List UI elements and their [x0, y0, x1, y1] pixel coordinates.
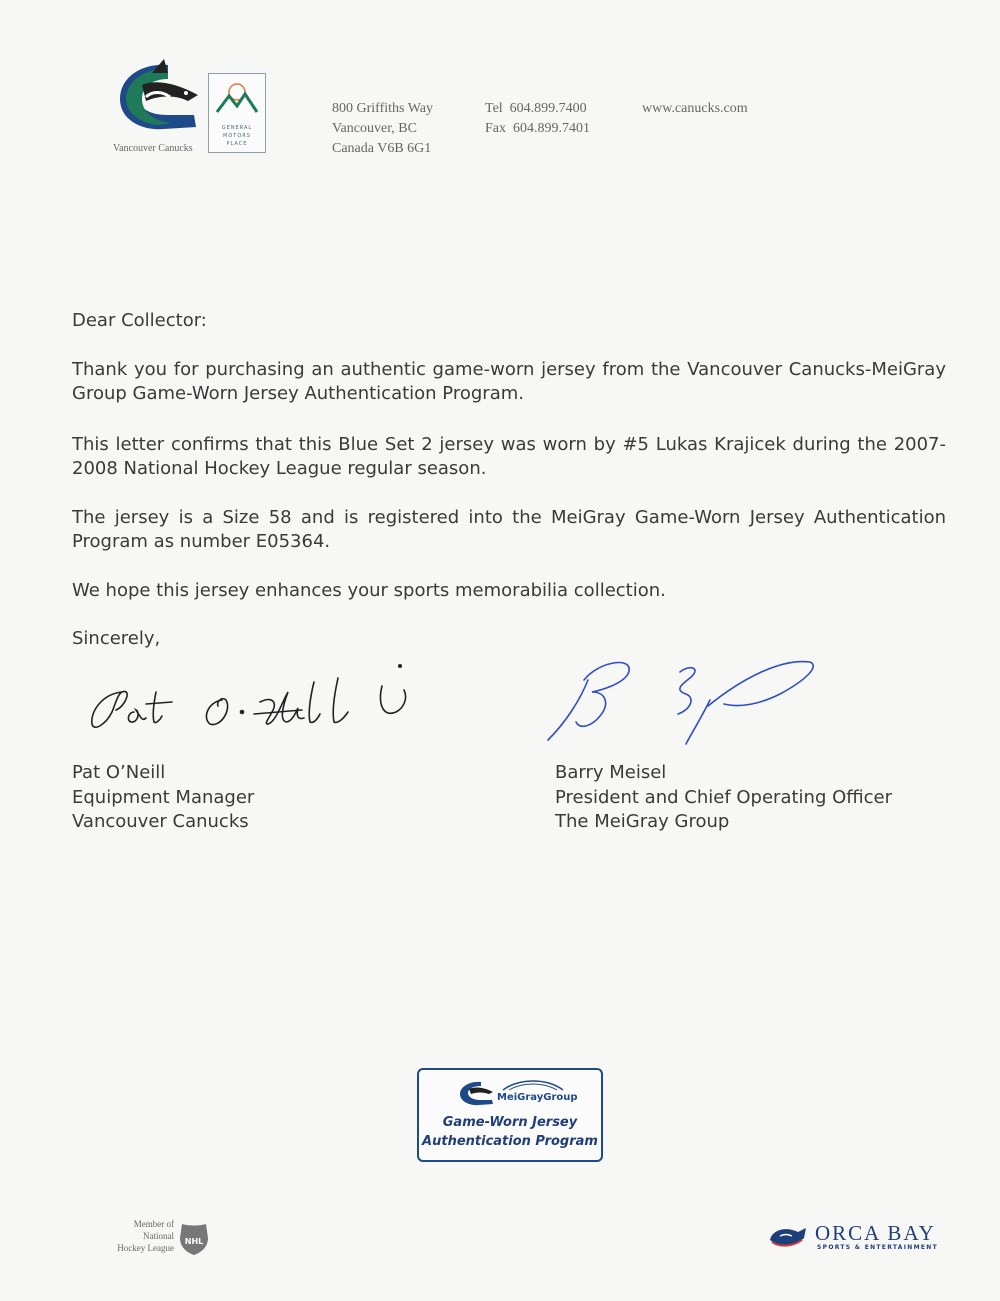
nhl-member-text [90, 1218, 174, 1254]
arena-logo [208, 73, 266, 153]
signature-barry-meisel [540, 650, 830, 750]
tel-line: Tel 604.899.7400 [485, 101, 587, 116]
orca-bay-name: ORCA BAY [815, 1221, 936, 1245]
arena-arc-icon [501, 1078, 565, 1092]
nhl-text-line: Hockey League [117, 1243, 174, 1253]
arena-logo-line: PLACE [226, 141, 248, 147]
authentication-badge [417, 1068, 603, 1162]
signature-pat-oneill [82, 662, 417, 744]
team-caption: Vancouver Canucks [113, 143, 193, 154]
orca-whale-icon [766, 1222, 808, 1252]
address-line: Vancouver, BC [332, 121, 417, 136]
nhl-text-line: Member of [133, 1219, 174, 1229]
signer-title: Equipment Manager [72, 786, 255, 808]
mountain-icon [209, 74, 264, 122]
badge-line-1: Game-Worn Jersey [442, 1115, 578, 1130]
canucks-mini-logo-icon [457, 1078, 497, 1108]
fax-line: Fax 604.899.7401 [485, 121, 590, 136]
signer-org: Vancouver Canucks [72, 811, 249, 832]
paragraph: This letter confirms that this Blue Set 2 jersey was worn by #5 Lukas Krajicek during the 2007-2008 National Hockey League regular season. [72, 434, 946, 479]
signer-org: The MeiGray Group [555, 811, 730, 832]
arena-logo-line: MOTORS [223, 133, 251, 139]
badge-brand: MeiGrayGroup [497, 1092, 578, 1103]
salutation: Dear Collector: [72, 310, 207, 331]
paragraph: We hope this jersey enhances your sports memorabilia collection. [72, 580, 666, 601]
arena-logo-line: GENERAL [221, 125, 253, 131]
orca-bay-subtitle: SPORTS & ENTERTAINMENT [817, 1244, 938, 1251]
phone-block [485, 99, 590, 139]
signer-block-meisel [555, 761, 892, 835]
nhl-text-line: National [143, 1231, 174, 1241]
signer-title: President and Chief Operating Officer [555, 786, 893, 808]
nhl-shield-text: NHL [184, 1237, 204, 1246]
closing: Sincerely, [72, 628, 161, 649]
badge-line-2: Authentication Program [422, 1134, 598, 1149]
website-url: www.canucks.com [642, 101, 748, 116]
address-line: Canada V6B 6G1 [332, 141, 432, 156]
paragraph: The jersey is a Size 58 and is registered into the MeiGray Game-Worn Jersey Authentication Program as number E05364. [72, 507, 946, 552]
signer-block-oneill [72, 761, 254, 835]
nhl-shield-icon [178, 1220, 210, 1256]
signer-name: Pat O’Neill [72, 762, 166, 783]
paragraph: Thank you for purchasing an authentic game-worn jersey from the Vancouver Canucks-MeiGray Group Game-Worn Jersey Authentication Program. [72, 359, 946, 404]
signer-name: Barry Meisel [555, 762, 667, 783]
address-line: 800 Griffiths Way [332, 101, 434, 116]
canucks-orca-logo [112, 55, 208, 135]
address-block [332, 99, 433, 159]
